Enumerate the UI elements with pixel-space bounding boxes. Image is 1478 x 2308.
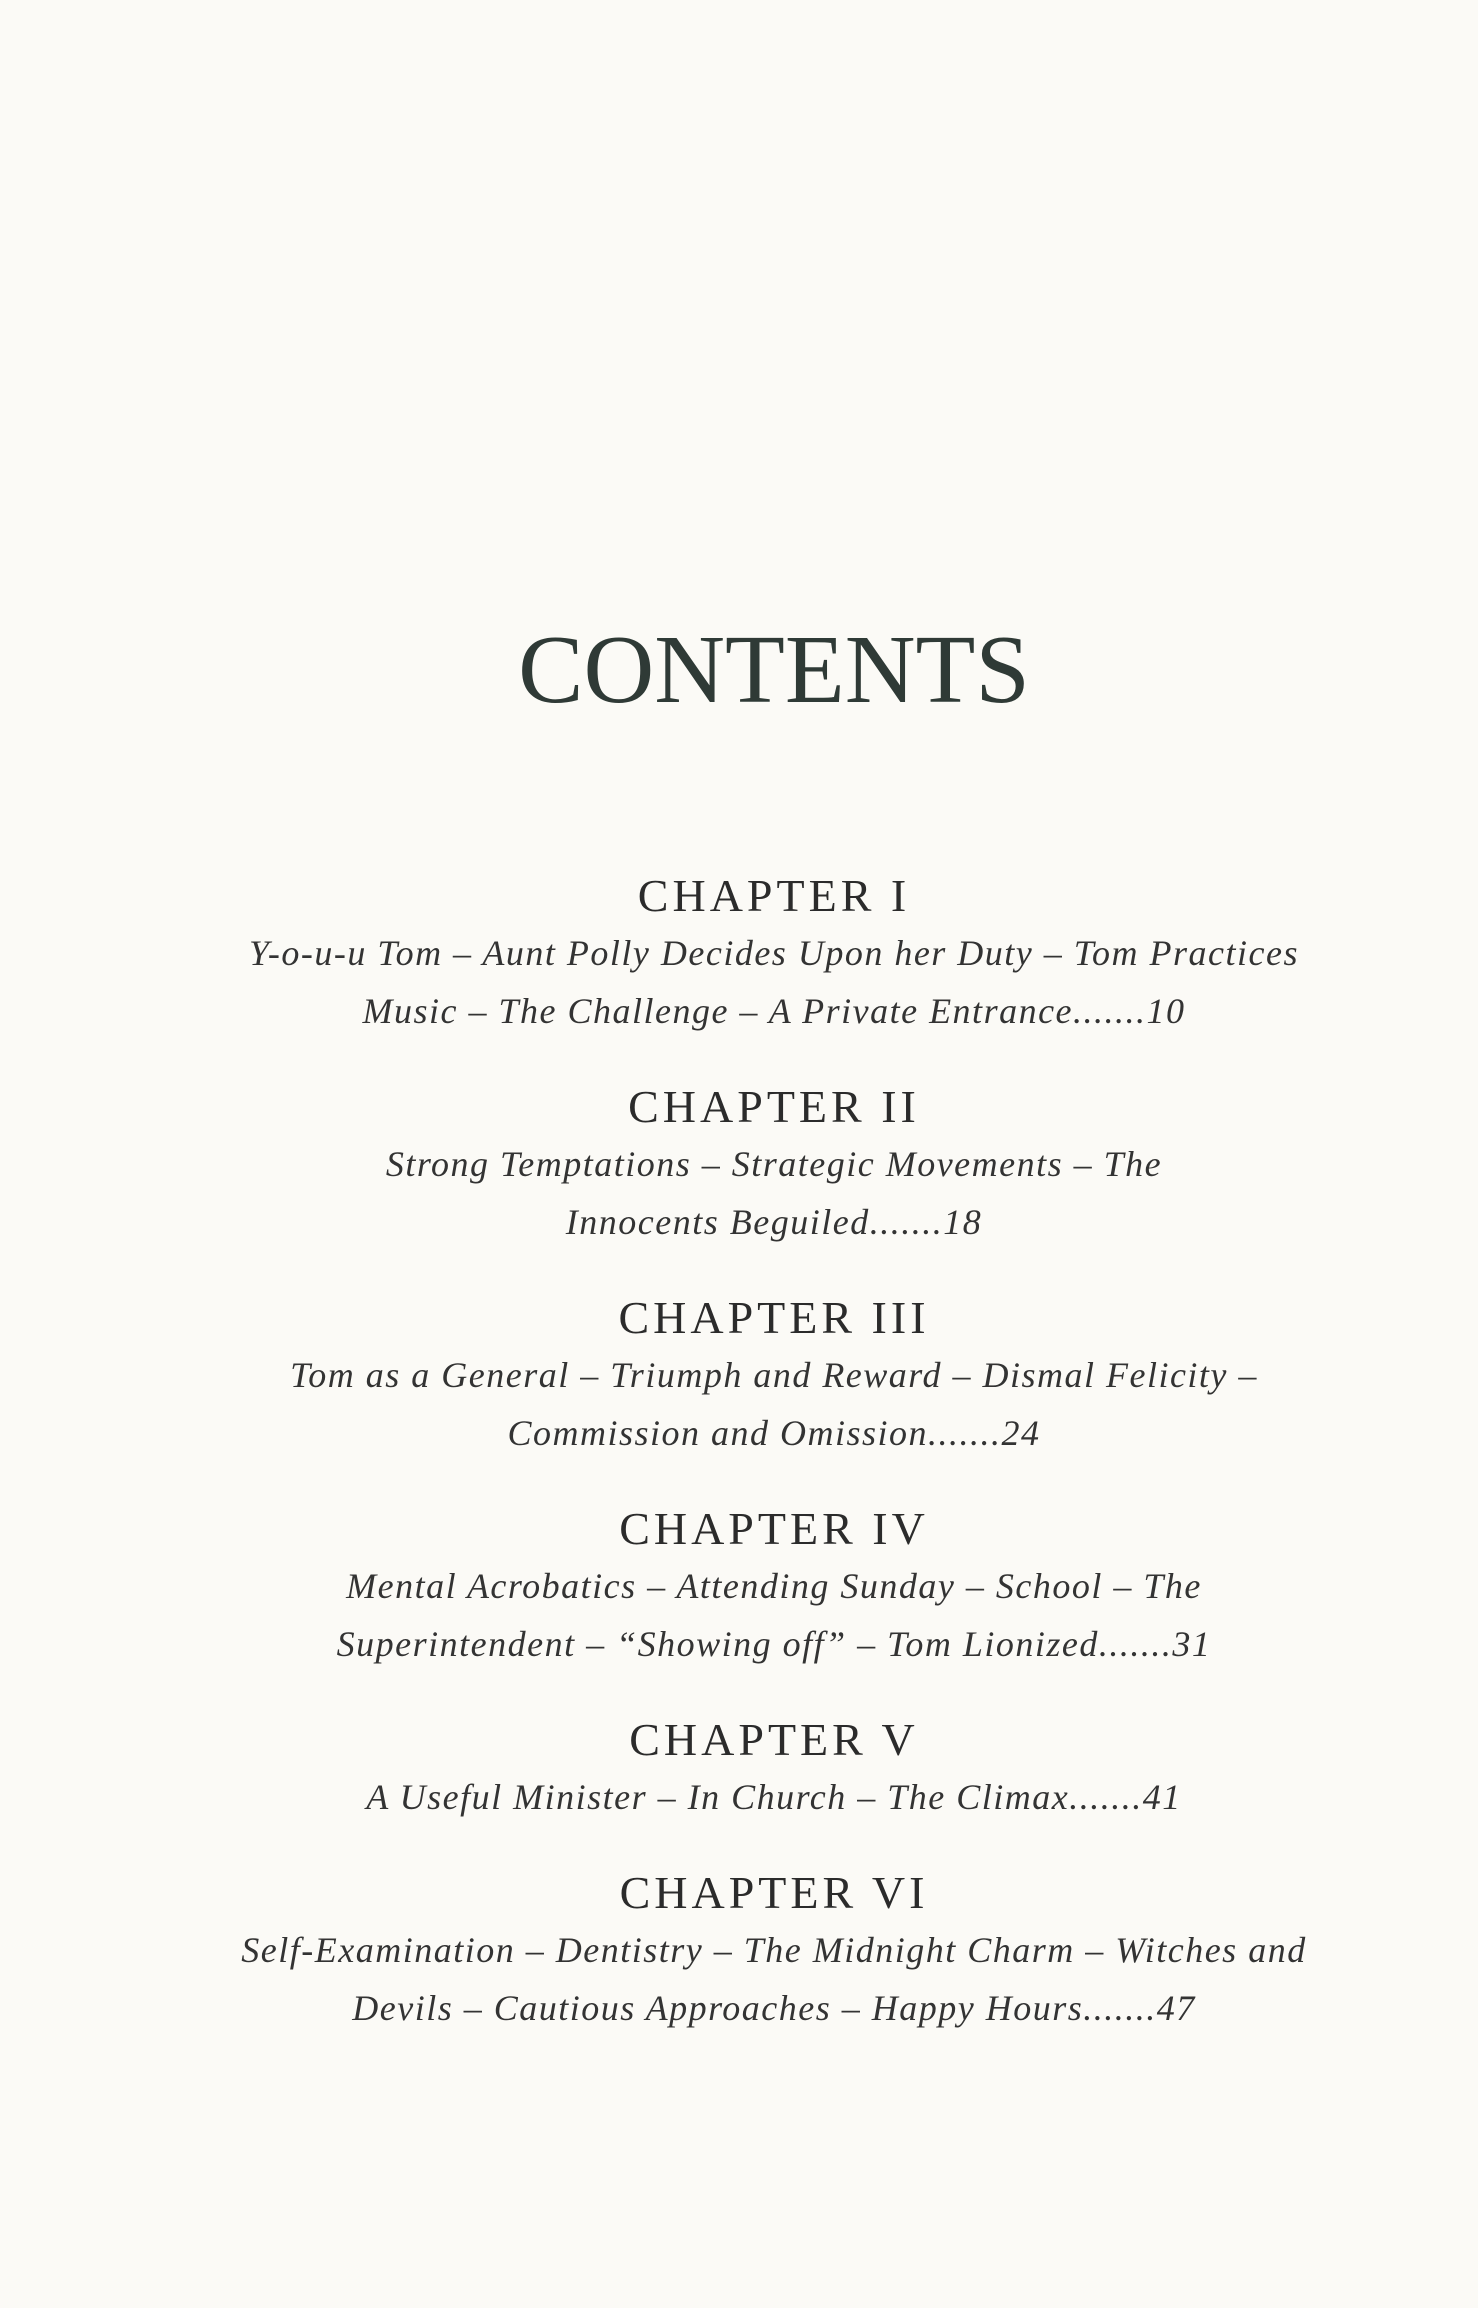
chapter-description: A Useful Minister – In Church – The Climax.......41 xyxy=(366,1777,1182,1817)
toc-entry-chapter-4 xyxy=(219,1501,1329,1673)
toc-entry-chapter-2 xyxy=(219,1079,1329,1251)
toc-entry-chapter-1 xyxy=(219,868,1329,1040)
chapter-description: Strong Temptations – Strategic Movements – The Innocents Beguiled.......18 xyxy=(385,1144,1163,1242)
chapter-heading: CHAPTER V xyxy=(629,1714,919,1765)
chapter-heading: CHAPTER II xyxy=(628,1081,920,1132)
chapter-description: Mental Acrobatics – Attending Sunday – School – The Superintendent – “Showing off” – Tom Lionized.......31 xyxy=(336,1566,1212,1664)
chapter-description: Self-Examination – Dentistry – The Midnight Charm – Witches and Devils – Cautious Approaches – Happy Hours.......47 xyxy=(241,1930,1307,2028)
toc-entry-chapter-6 xyxy=(219,1865,1329,2037)
chapter-heading: CHAPTER III xyxy=(618,1292,930,1343)
chapter-heading: CHAPTER IV xyxy=(619,1503,929,1554)
toc-entry-chapter-3 xyxy=(219,1290,1329,1462)
table-of-contents xyxy=(219,868,1329,2037)
chapter-heading: CHAPTER VI xyxy=(619,1867,929,1918)
chapter-description: Y-o-u-u Tom – Aunt Polly Decides Upon her Duty – Tom Practices Music – The Challenge – A Private Entrance.......10 xyxy=(249,933,1299,1031)
chapter-description: Tom as a General – Triumph and Reward – Dismal Felicity – Commission and Omission.......24 xyxy=(290,1355,1258,1453)
toc-entry-chapter-5 xyxy=(219,1712,1329,1826)
page-title: CONTENTS xyxy=(518,615,1030,724)
chapter-heading: CHAPTER I xyxy=(637,870,911,921)
